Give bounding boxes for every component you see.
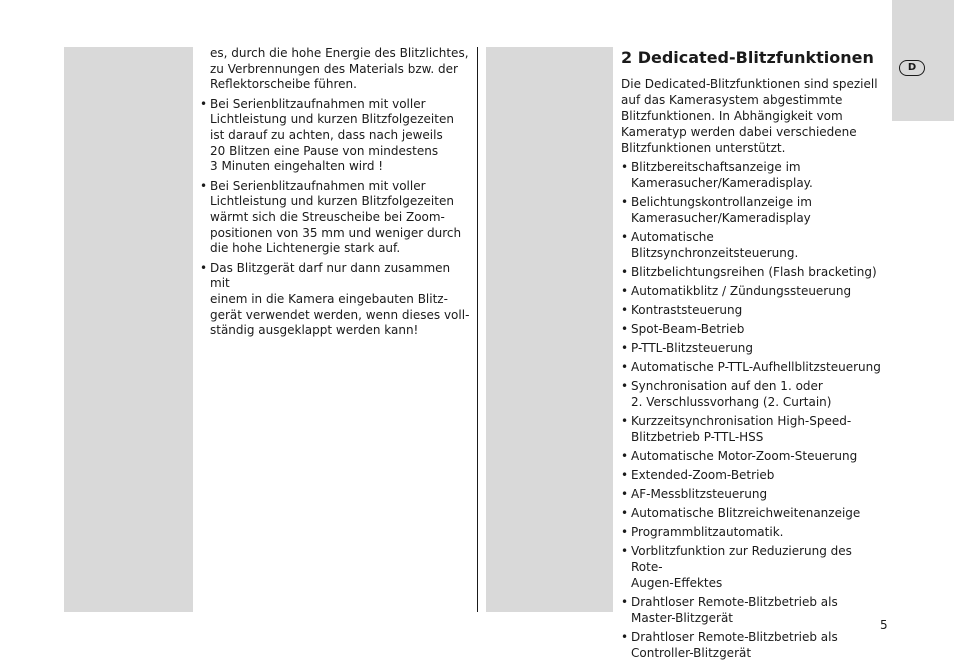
list-item: • Bei Serienblitzaufnahmen mit voller Lichtleistung und kurzen Blitzfolgezeiten ist darauf zu achten, dass nach jeweils 20 Blitzen eine Pause von mindestens 3 Minuten eingehalten wird !	[200, 97, 470, 175]
list-item: • Kurzzeitsynchronisation High-Speed- Blitzbetrieb P-TTL-HSS	[621, 413, 883, 445]
list-item: • Blitzbelichtungsreihen (Flash bracketing)	[621, 264, 883, 280]
list-item: • Drahtloser Remote-Blitzbetrieb als Master-Blitzgerät	[621, 594, 883, 626]
left-margin-gray-block	[64, 47, 193, 612]
list-item: • Automatische Motor-Zoom-Steuerung	[621, 448, 883, 464]
left-text-column	[200, 46, 470, 339]
section-title: 2 Dedicated-Blitzfunktionen	[621, 48, 874, 67]
list-item: • Spot-Beam-Betrieb	[621, 321, 883, 337]
left-intro-text: es, durch die hohe Energie des Blitzlichtes, zu Verbrennungen des Materials bzw. der Reflektorscheibe führen.	[210, 46, 469, 92]
right-text-column	[621, 76, 883, 661]
list-item: • Automatische P-TTL-Aufhellblitzsteuerung	[621, 359, 883, 375]
list-item: • Drahtloser Remote-Blitzbetrieb als Controller-Blitzgerät	[621, 629, 883, 661]
list-item: • Automatische Blitzsynchronzeitsteuerung.	[621, 229, 883, 261]
list-item: • Programmblitzautomatik.	[621, 524, 883, 540]
list-item: • Kontraststeuerung	[621, 302, 883, 318]
list-item: • Automatische Blitzreichweitenanzeige	[621, 505, 883, 521]
left-bullet-list	[200, 97, 470, 339]
page-number: 5	[880, 618, 888, 632]
list-item: • AF-Messblitzsteuerung	[621, 486, 883, 502]
list-item: • P-TTL-Blitzsteuerung	[621, 340, 883, 356]
middle-margin-gray-block	[486, 47, 613, 612]
list-item: • Blitzbereitschaftsanzeige im Kamerasucher/Kameradisplay.	[621, 159, 883, 191]
language-tab-block	[892, 0, 954, 121]
list-item: • Vorblitzfunktion zur Reduzierung des Rote- Augen-Effektes	[621, 543, 883, 591]
list-item: • Das Blitzgerät darf nur dann zusammen mit einem in die Kamera eingebauten Blitz- gerät verwendet werden, wenn dieses voll- ständig ausgeklappt werden kann!	[200, 261, 470, 339]
list-item: • Belichtungskontrollanzeige im Kamerasucher/Kameradisplay	[621, 194, 883, 226]
list-item: • Bei Serienblitzaufnahmen mit voller Lichtleistung und kurzen Blitzfolgezeiten wärmt sich die Streuscheibe bei Zoom- positionen von 35 mm und weniger durch die hohe Lichtenergie stark auf.	[200, 179, 470, 257]
right-intro-text: Die Dedicated-Blitzfunktionen sind speziell auf das Kamerasystem abgestimmte Blitzfunktionen. In Abhängigkeit vom Kameratyp werden dabei verschiedene Blitzfunktionen unterstützt.	[621, 77, 878, 155]
list-item: • Automatikblitz / Zündungssteuerung	[621, 283, 883, 299]
column-divider	[477, 47, 478, 612]
feature-bullet-list	[621, 159, 883, 661]
list-item: • Synchronisation auf den 1. oder 2. Verschlussvorhang (2. Curtain)	[621, 378, 883, 410]
language-badge: D	[899, 60, 925, 76]
list-item: • Extended-Zoom-Betrieb	[621, 467, 883, 483]
